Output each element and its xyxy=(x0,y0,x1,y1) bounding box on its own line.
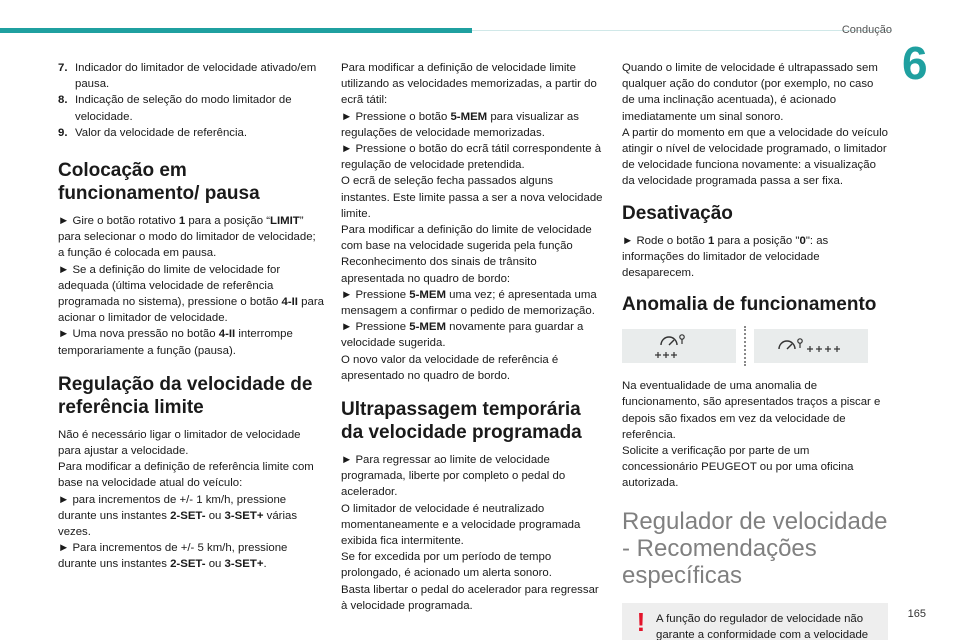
paragraph: Se for excedida por um período de tempo prolongado, é acionado um alerta sonoro. xyxy=(341,551,552,580)
warning-icon: ! xyxy=(636,606,646,637)
warning-box xyxy=(622,603,888,640)
paragraph: Na eventualidade de uma anomalia de funcionamento, são apresentados traços a piscar e depois são fixados em vez da velocidade de referência. xyxy=(622,380,881,441)
paragraph: ► Pressione 5-MEM novamente para guardar a velocidade sugerida. xyxy=(341,319,603,351)
paragraph: Quando o limite de velocidade é ultrapassado sem qualquer ação do condutor (por exemplo, no caso de uma inclinação acentuada), é acionado imediatamente um sinal sonoro. xyxy=(622,62,878,123)
paragraph: ► Rode o botão 1 para a posição "0": as informações do limitador de velocidade desaparecem. xyxy=(622,233,888,282)
header-accent-bar xyxy=(0,28,472,33)
paragraph: A partir do momento em que a velocidade do veículo atingir o nível de velocidade programado, o limitador de velocidade funciona novamente: a visualização da velocidade programada passa a ser fixa. xyxy=(622,126,888,188)
paragraph: ► Para incrementos de +/- 5 km/h, pressione durante uns instantes 2-SET- ou 3-SET+. xyxy=(58,540,324,572)
warning-text: A função do regulador de velocidade não garante a conformidade com a velocidade xyxy=(656,612,869,640)
speed-limiter-fault-dashes-icon xyxy=(754,329,868,363)
column-3 xyxy=(622,60,888,640)
divider xyxy=(744,326,746,366)
paragraph: Basta libertar o pedal do acelerador para regressar à velocidade programada. xyxy=(341,583,599,612)
paragraph: ► para incrementos de +/- 1 km/h, pressione durante uns instantes 2-SET- ou 3-SET+ várias vezes. xyxy=(58,492,324,541)
paragraph: Para modificar a definição do limite de velocidade com base na velocidade sugerida pela função Reconhecimento dos sinais de trânsito apresentada no quadro de bordo: xyxy=(341,224,592,285)
page-number: 165 xyxy=(907,608,926,620)
heading-deactivation: Desativação xyxy=(622,202,733,224)
fault-icons-row xyxy=(622,326,888,366)
paragraph: ► Pressione o botão 5-MEM para visualizar as regulações de velocidade memorizadas. xyxy=(341,109,603,141)
column-2 xyxy=(341,60,603,614)
section-title: Condução xyxy=(841,24,892,36)
chapter-number: 6 xyxy=(902,37,928,89)
header-divider xyxy=(472,30,892,31)
paragraph: Para modificar a definição de velocidade limite utilizando as velocidades memorizadas, a partir do ecrã tátil: xyxy=(341,62,597,107)
paragraph: ► Pressione o botão do ecrã tátil correspondente à regulação de velocidade pretendida. xyxy=(341,141,603,173)
heading-temporary-override: Ultrapassagem temporária da velocidade programada xyxy=(341,399,582,444)
paragraph: O novo valor da velocidade de referência é apresentado no quadro de bordo. xyxy=(341,353,559,382)
list-item: 8. Indicação de seleção do modo limitador de velocidade. xyxy=(58,94,292,123)
paragraph: Solicite a verificação por parte de um concessionário PEUGEOT ou por uma oficina autorizada. xyxy=(622,445,854,490)
paragraph: ► Se a definição do limite de velocidade for adequada (última velocidade de referência programada no sistema), pressione o botão 4-II para acionar o limitador de velocidade. xyxy=(58,262,324,327)
heading-start-pause: Colocação em funcionamento/ pausa xyxy=(58,160,260,205)
paragraph: ► Para regressar ao limite de velocidade programada, liberte por completo o pedal do acelerador. xyxy=(341,452,603,501)
paragraph: ► Gire o botão rotativo 1 para a posição “LIMIT” para selecionar o modo do limitador de velocidade; a função é colocada em pausa. xyxy=(58,213,324,262)
paragraph: O limitador de velocidade é neutralizado momentaneamente e a velocidade programada exibida fica intermitente. xyxy=(341,502,581,548)
speed-limiter-fault-icon xyxy=(622,329,736,363)
heading-cruise-control-recommendations: Regulador de velocidade - Recomendações específicas xyxy=(622,507,888,589)
column-1 xyxy=(58,60,324,573)
list-item: 7. Indicador do limitador de velocidade ativado/em pausa. xyxy=(58,62,317,91)
paragraph: ► Uma nova pressão no botão 4-II interrompe temporariamente a função (pausa). xyxy=(58,326,324,358)
list-item: 9. Valor da velocidade de referência. xyxy=(58,126,248,139)
paragraph: Não é necessário ligar o limitador de velocidade para ajustar a velocidade. xyxy=(58,428,301,458)
heading-malfunction: Anomalia de funcionamento xyxy=(622,294,877,316)
heading-speed-regulation: Regulação da velocidade de referência limite xyxy=(58,373,313,418)
paragraph: Para modificar a definição de referência limite com base na velocidade atual do veículo: xyxy=(58,461,314,490)
paragraph: ► Pressione 5-MEM uma vez; é apresentada uma mensagem a confirmar o pedido de memorização. xyxy=(341,287,603,319)
paragraph: O ecrã de seleção fecha passados alguns instantes. Este limite passa a ser a nova velocidade limite. xyxy=(341,175,603,220)
